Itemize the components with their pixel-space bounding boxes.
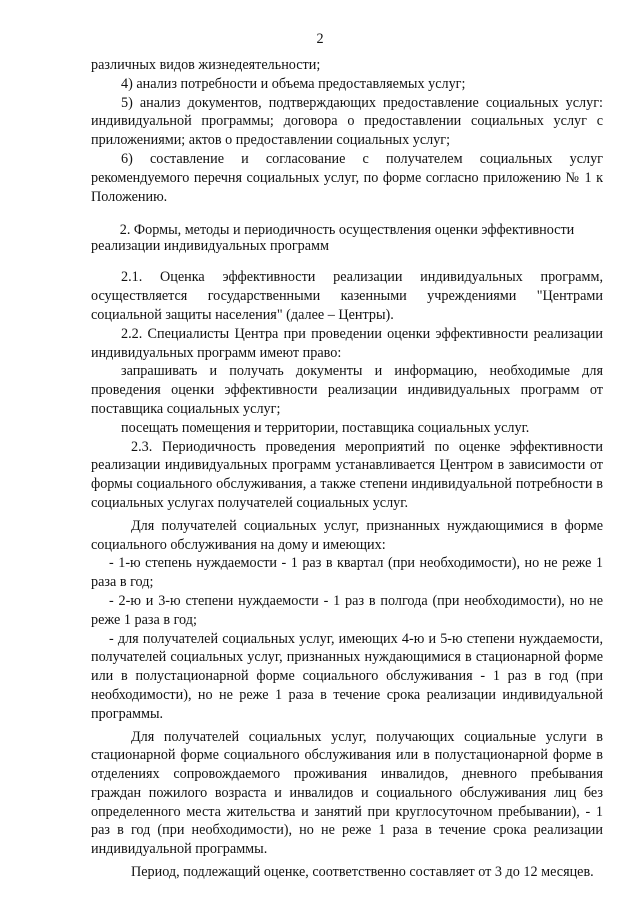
stationary-service-paragraph: Для получателей социальных услуг, получающих социальные услуги в стационарной форме социального обслуживания или в полустационарной форме в отделениях сопровождаемого проживания инвалидов, дневного пребывания граждан пожилого возраста и инвалидов и социального обслуживания лиц без определенного места жительства и занятий при круглосуточном пребывании), - 1 раз в год (при необходимости), но не реже 1 раза в течение срока реализации индивидуальной программы. (91, 728, 603, 858)
clause-2-3: 2.3. Периодичность проведения мероприятий по оценке эффективности реализации индивидуальных программ устанавливается Центром в зависимости от формы социального обслуживания, а также степени индивидуальной потребности в социальных услугах получателей социальных услуг. (91, 438, 603, 511)
list-item-5: 5) анализ документов, подтверждающих предоставление социальных услуг: индивидуальной программы; договора о предоставлении социальных услуг с приложениями; актов о предоставлении социальных услуг; (91, 94, 603, 149)
degree-1-item: - 1-ю степень нуждаемости - 1 раз в квартал (при необходимости), но не реже 1 раза в год; (91, 555, 603, 591)
clause-2-2: 2.2. Специалисты Центра при проведении оценки эффективности реализации индивидуальных программ имеют право: (91, 325, 603, 361)
paragraph-continuation: различных видов жизнедеятельности; (91, 57, 321, 73)
right-request: запрашивать и получать документы и информацию, необходимые для проведения оценки эффективности реализации индивидуальных программ от поставщика социальных услуг; (91, 363, 603, 417)
home-service-intro: Для получателей социальных услуг, признанных нуждающимися в форме социального обслуживания на дому и имеющих: (91, 517, 603, 553)
page-number: 2 (316, 31, 324, 47)
degree-2-3-item: - 2-ю и 3-ю степени нуждаемости - 1 раз в полгода (при необходимости), но не реже 1 раза в год; (91, 592, 603, 628)
list-item-6: 6) составление и согласование с получателем социальных услуг рекомендуемого перечня социальных услуг, по форме согласно приложению № 1 к Положению. (91, 150, 603, 205)
assessment-period-paragraph: Период, подлежащий оценке, соответственно составляет от 3 до 12 месяцев. (131, 864, 594, 881)
degree-4-5-item: - для получателей социальных услуг, имеющих 4-ю и 5-ю степени нуждаемости, получателей социальных услуг, признанных нуждающимися в стационарной форме или в полустационарной форме социального обслуживания - 1 раз в год (при необходимости), но не реже 1 раза в течение срока реализации индивидуальной программы. (91, 630, 603, 722)
document-body (91, 56, 603, 882)
list-item-4: 4) анализ потребности и объема предоставляемых услуг; (121, 75, 466, 92)
right-visit: посещать помещения и территории, поставщика социальных услуг. (121, 419, 530, 436)
clause-2-1: 2.1. Оценка эффективности реализации индивидуальных программ, осуществляется государственными казенными учреждениями "Центрами социальной защиты населения" (далее – Центры). (91, 269, 603, 323)
section-heading: 2. Формы, методы и периодичность осуществления оценки эффективности реализации индивидуальных программ (91, 222, 575, 255)
